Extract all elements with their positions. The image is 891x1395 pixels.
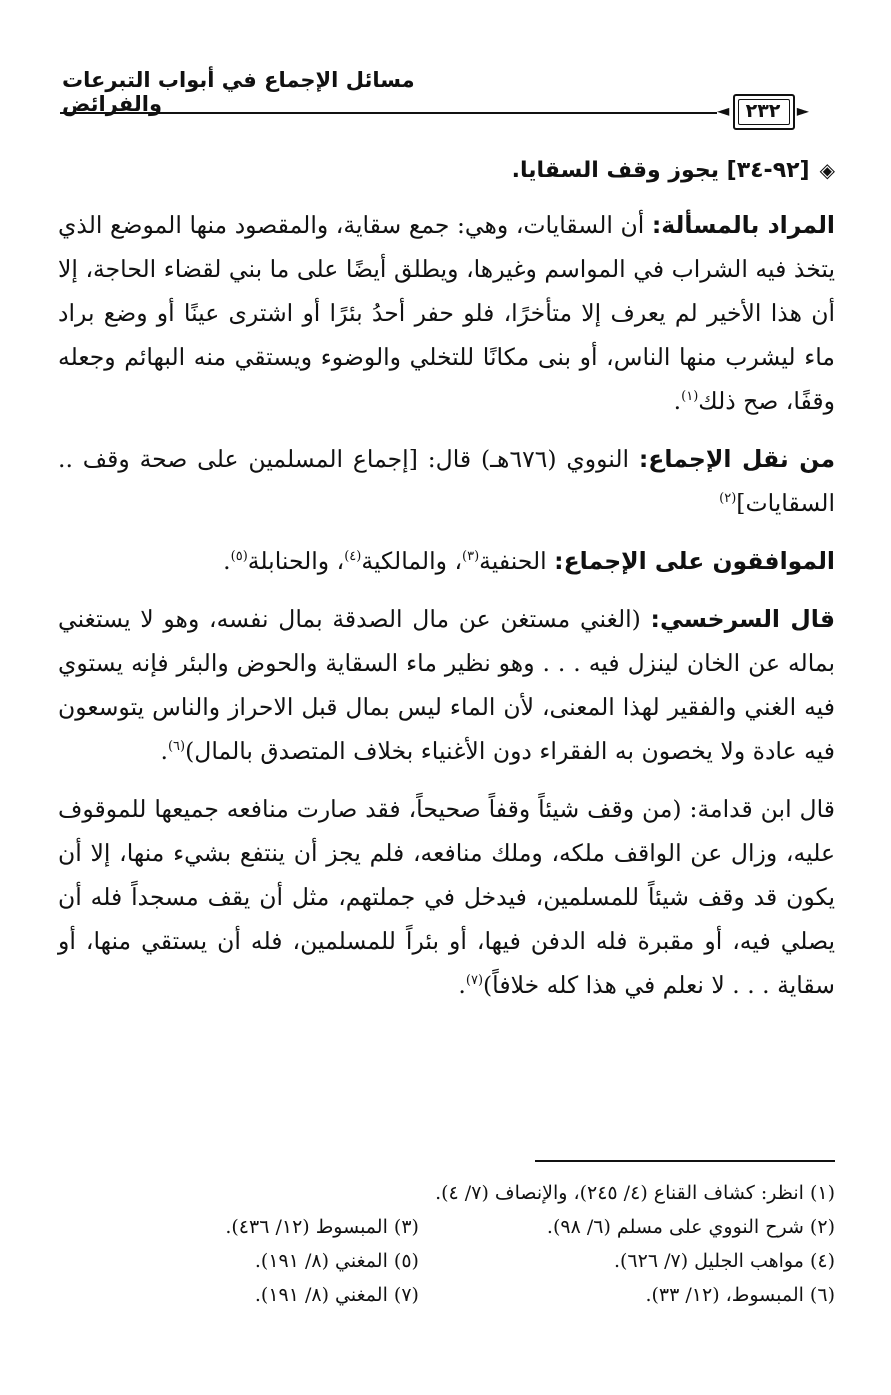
footnotes — [100, 1176, 835, 1312]
footnote-rule — [535, 1160, 835, 1162]
footnote-5: (٥) المغني (٨/ ١٩١). — [254, 1250, 419, 1272]
paragraph-ibn-qudama-quote — [58, 787, 835, 1007]
running-title: مسائل الإجماع في أبواب التبرعات والفرائض — [62, 68, 415, 116]
school-hanbali: ، والحنابلة — [247, 547, 345, 575]
paragraph-text: النووي (٦٧٦هـ) قال: [إجماع المسلمين على صحة وقف .. السقايات] — [58, 445, 835, 517]
ornament-right-icon: ► — [796, 101, 809, 120]
school-maliki: ، والمالكية — [361, 547, 463, 575]
school-hanafi: الحنفية — [479, 547, 555, 575]
main-text — [58, 148, 835, 1021]
footnote-7: (٧) المغني (٨/ ١٩١). — [254, 1284, 419, 1306]
footnote-ref[interactable]: (٧) — [465, 973, 484, 989]
paragraph-lead: المراد بالمسألة: — [651, 211, 835, 239]
paragraph-meaning — [58, 203, 835, 423]
paragraph-lead: قال السرخسي: — [650, 605, 835, 633]
footnote-ref[interactable]: (٤) — [344, 549, 362, 565]
footnote-ref[interactable]: (٦) — [167, 739, 186, 755]
header-rule — [60, 112, 809, 114]
footnote-ref[interactable]: (٥) — [230, 549, 248, 565]
footnote-4: (٤) مواهب الجليل (٧/ ٦٢٦). — [613, 1250, 835, 1272]
paragraph-sarakhsi-quote — [58, 597, 835, 773]
page-number: ٢٣٢ — [745, 100, 781, 122]
paragraph-lead: الموافقون على الإجماع: — [554, 547, 835, 575]
paragraph-agreeing-schools — [58, 539, 835, 583]
page-number-ornament — [717, 92, 809, 130]
paragraph-lead: من نقل الإجماع: — [638, 445, 835, 473]
ornament-left-icon: ◄ — [717, 101, 730, 120]
diamond-bullet-icon: ◈ — [819, 158, 835, 182]
issue-title: [٩٢-٣٤] يجوز وقف السقايا. — [511, 158, 810, 183]
issue-heading — [58, 148, 835, 193]
footnote-ref[interactable]: (٣) — [462, 549, 480, 565]
paragraph-end: . — [673, 387, 682, 415]
footnote-ref[interactable]: (٢) — [719, 491, 737, 507]
paragraph-end: . — [458, 971, 466, 999]
paragraph-text: (الغني مستغن عن مال الصدقة بمال نفسه، وهو لا يستغني بماله عن الخان لينزل فيه . . . وهو نظير ماء السقاية والحوض والبئر فإنه يستوي فيه الغني والفقير لهذا المعنى، لأن الماء ليس بمال قبل الاحراز والناس يتوسعون فيه عادة ولا يخصون به الفقراء دون الأغنياء بخلاف المتصدق بالمال) — [58, 605, 835, 765]
paragraph-text: قال ابن قدامة: (من وقف شيئاً وقفاً صحيحاً، فقد صارت منافعه جميعها للموقوف عليه، وزال عن الواقف ملكه، وملك منافعه، فلم يجز أن ينتفع بشيء منها، إلا أن يكون قد وقف شيئاً للمسلمين، فيدخل في جملتهم، مثل أن يقف مسجداً فله أن يصلي فيه، أو مقبرة فله الدفن فيها، أو بئراً للمسلمين، فله أن يستقي منها، أو سقاية . . . لا نعلم في هذا كله خلافاً) — [58, 795, 835, 999]
paragraph-end: . — [223, 547, 231, 575]
paragraph-consensus-source — [58, 437, 835, 525]
footnote-1: (١) انظر: كشاف القناع (٤/ ٢٤٥)، والإنصاف (٧/ ٤). — [435, 1182, 835, 1204]
paragraph-end: . — [160, 737, 168, 765]
footnote-3: (٣) المبسوط (١٢/ ٤٣٦). — [225, 1216, 419, 1238]
footnote-2: (٢) شرح النووي على مسلم (٦/ ٩٨). — [546, 1216, 835, 1238]
paragraph-text: أن السقايات، وهي: جمع سقاية، والمقصود منها الموضع الذي يتخذ فيه الشراب في المواسم وغيرها، ويطلق أيضًا على ما بني لقضاء الحاجة، إلا أن هذا الأخير لم يعرف إلا متأخرًا، فلو حفر أحدُ بئرًا أو اشترى عينًا أو وضع براد ماء ليشرب منها الناس، أو بنى مكانًا للتخلي والوضوء ويستقي منه البهائم وجعله وقفًا، صح ذلك — [58, 211, 835, 415]
footnote-ref[interactable]: (١) — [681, 389, 699, 405]
footnote-6: (٦) المبسوط، (١٢/ ٣٣). — [645, 1284, 835, 1306]
